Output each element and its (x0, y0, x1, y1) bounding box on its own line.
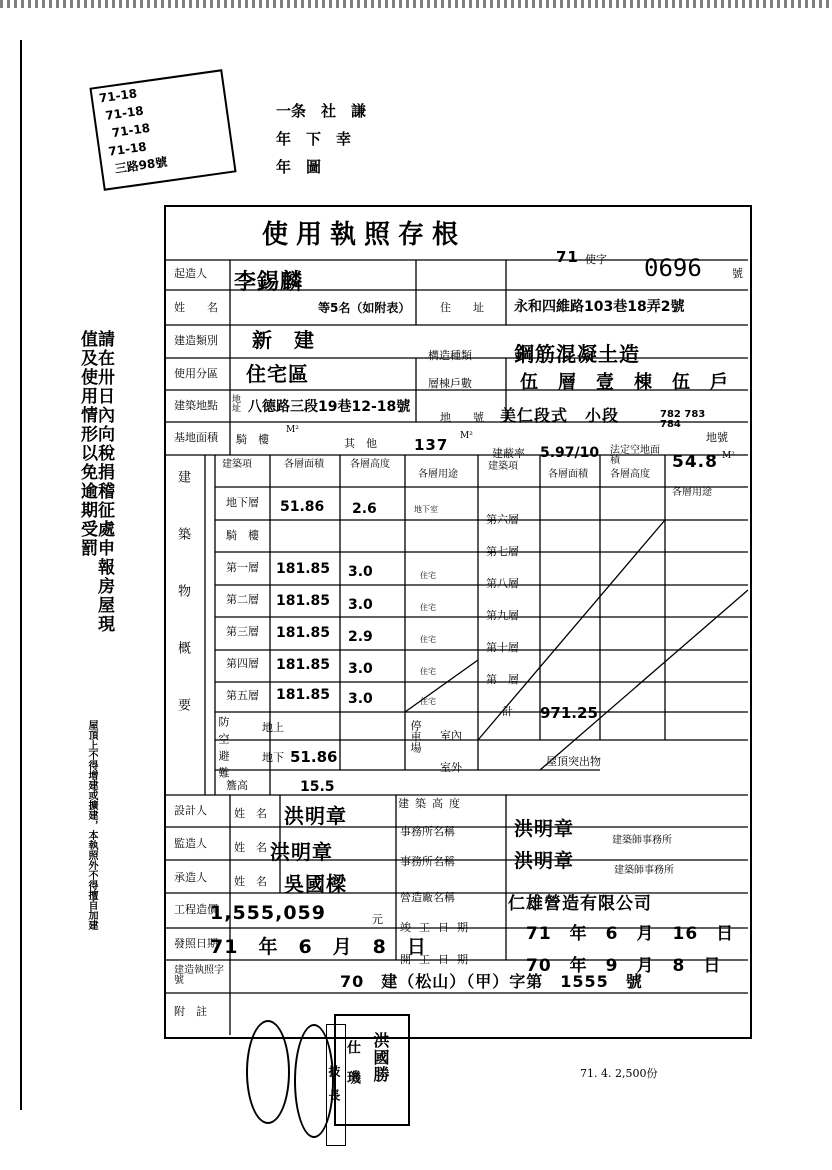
site-label: 建築地點 (174, 399, 218, 412)
zone-label: 使用分區 (174, 367, 218, 380)
owner-address: 永和四維路103巷18弄2號 (514, 299, 685, 315)
floor-label: 騎 樓 (226, 529, 259, 542)
stamp-mid-line: 年 下 幸 (276, 130, 352, 148)
col-area2: 各層面積 (548, 469, 588, 480)
floor-use: 住宅 (420, 635, 436, 644)
supervisor-label: 監造人 (174, 837, 207, 850)
floor-use: 住宅 (420, 667, 436, 676)
owner-name: 李錫麟 (234, 270, 304, 295)
notes-label: 附 註 (174, 1005, 207, 1018)
col-use: 各層用途 (418, 469, 458, 480)
print-note: 71. 4. 2,500份 (580, 1067, 658, 1080)
parking-label: 停車場 (409, 720, 422, 753)
eave-label: 簷高 (226, 779, 248, 792)
stamp-line: 71-18 (104, 103, 145, 123)
oval-stamp (294, 1024, 334, 1138)
stamp-name: 仕 璣 (345, 1040, 361, 1085)
floor-height: 2.9 (348, 629, 373, 645)
structure-label: 構造種類 (428, 349, 472, 362)
zone-value: 住宅區 (246, 362, 309, 386)
form-year: 71 (556, 248, 579, 266)
stamp-line: 71-18 (110, 120, 151, 141)
building-type: 新 建 (252, 328, 315, 352)
form-word: 使字 (585, 253, 607, 266)
floor-label: 第四層 (226, 657, 259, 670)
other-label: 其 他 (344, 437, 377, 450)
parking-indoor: 室內 (440, 729, 462, 742)
floor-use: 住宅 (420, 571, 436, 580)
cost-unit: 元 (372, 913, 383, 926)
site-sub: 地址 (232, 395, 242, 414)
supervisor-name: 洪明章 (270, 840, 333, 864)
parking-outdoor: 室外 (440, 761, 462, 774)
floor-total-area: 971.25 (540, 704, 598, 722)
col-area: 各層面積 (284, 459, 324, 470)
floor-use: 住宅 (420, 603, 436, 612)
coverage-value: 5.97/10 (540, 445, 600, 461)
floor-right-label: 第十層 (486, 641, 519, 654)
floor-right-label: 第 層 (486, 673, 519, 686)
form-title: 使用執照存根 (262, 220, 467, 250)
owner-label: 起造人 (174, 267, 207, 280)
complete-date: 71 年 6 月 16 日 (526, 924, 735, 944)
designer-label: 設計人 (174, 804, 207, 817)
designer-office-label: 事務所名稱 (400, 825, 455, 838)
stamp-line: 三路98號 (113, 154, 169, 176)
floor-use: 住宅 (420, 697, 436, 706)
structure-value: 鋼筋混凝土造 (514, 342, 640, 366)
floor-label: 地下層 (226, 496, 259, 509)
floors-value: 伍 層 壹 棟 伍 戶 (520, 372, 729, 393)
permit-label: 建造執照字號 (174, 965, 224, 986)
start-date: 70 年 9 月 8 日 (526, 956, 722, 976)
lot-value: 美仁段式 小段 (500, 406, 620, 425)
complete-label: 竣工日期 (400, 921, 476, 934)
site-value: 八德路三段19巷12-18號 (248, 399, 411, 415)
col-item2: 建築項 (488, 461, 518, 472)
other-value: 137 (414, 436, 449, 454)
shelter-value: 51.86 (290, 748, 338, 766)
arcade-label: 騎 樓 (236, 433, 269, 446)
supervisor-office-label: 事務所名稱 (400, 855, 455, 868)
tax-notice: 請在卅日內向稅捐稽征處申報房屋現值及使用情形以免逾期受罰 (77, 330, 114, 634)
floor-right-label: 第九層 (486, 609, 519, 622)
seal-text: 技 長 (327, 1065, 341, 1101)
coverage-label: 建蔽率 (492, 447, 525, 460)
issue-date: 71 年 6 月 8 日 (210, 936, 427, 958)
floor-area: 181.85 (276, 657, 331, 673)
cost-label: 工程造價 (174, 903, 218, 916)
shelter-below: 地下 (262, 751, 284, 764)
contractor-company: 仁雄營造有限公司 (508, 894, 652, 914)
owner-name-label: 姓 名 (174, 301, 218, 314)
other-unit: M² (460, 431, 473, 441)
arcade-unit: M² (286, 425, 299, 435)
supervisor-office-suffix: 建築師事務所 (614, 865, 674, 876)
stamp-mid-line: 年 圖 (276, 158, 322, 176)
stamp-mid-line: 一条 社 謙 (276, 102, 367, 120)
contractor-label: 承造人 (174, 871, 207, 884)
floor-label: 第二層 (226, 593, 259, 606)
contractor-name: 吳國樑 (284, 872, 347, 896)
start-label: 開工日期 (400, 953, 476, 966)
eave-value: 15.5 (300, 779, 335, 795)
building-summary-label: 建築物概要 (175, 470, 190, 755)
form-serial: 0696 (644, 254, 702, 282)
stamp-line: 71-18 (98, 86, 138, 106)
designer-name: 洪明章 (284, 804, 347, 828)
floor-area: 181.85 (276, 561, 331, 577)
roof-notice: 屋頂上不得增建或擴建，本執照外不得擅自加建 (86, 720, 97, 930)
designer-office: 洪明章 (514, 818, 575, 840)
col-height: 各層高度 (350, 459, 390, 470)
floor-area: 51.86 (280, 499, 325, 515)
area-label: 基地面積 (174, 431, 218, 444)
issue-label: 發照日期 (174, 937, 218, 950)
floor-right-label: 第七層 (486, 545, 519, 558)
floor-label: 第三層 (226, 625, 259, 638)
floor-label: 第一層 (226, 561, 259, 574)
legal-unit: M² (722, 451, 735, 461)
building-type-label: 建造類別 (174, 334, 218, 347)
floor-height: 3.0 (348, 597, 373, 613)
stamp-line: 71-18 (107, 139, 148, 159)
contractor-name-label: 姓 名 (234, 875, 267, 888)
permit-value: 70 建（松山）（甲）字第 1555 號 (340, 972, 643, 991)
shelter-label: 防空避難 (217, 716, 230, 784)
oval-stamp (246, 1020, 290, 1124)
floor-area: 181.85 (276, 593, 331, 609)
floors-label: 層棟戶數 (428, 377, 472, 390)
floor-label: 第五層 (226, 689, 259, 702)
supervisor-office: 洪明章 (514, 850, 575, 872)
roof-label: 屋頂突出物 (546, 755, 601, 768)
designer-office-suffix: 建築師事務所 (612, 835, 672, 846)
lot-label: 地 號 (440, 411, 484, 424)
floor-height: 2.6 (352, 501, 377, 517)
stamp-name: 洪國勝 (371, 1032, 390, 1083)
floor-height: 3.0 (348, 661, 373, 677)
designer-name-label: 姓 名 (234, 807, 267, 820)
floor-right-label: 計 (502, 705, 513, 718)
floor-area: 181.85 (276, 625, 331, 641)
col-item: 建築項 (222, 459, 252, 470)
shelter-above: 地上 (262, 721, 284, 734)
floor-height: 3.0 (348, 564, 373, 580)
cost-value: 1,555,059 (210, 902, 326, 924)
owner-name-extra: 等5名（如附表） (318, 301, 411, 315)
height-label: 建築高度 (398, 797, 466, 810)
owner-address-label: 住 址 (440, 301, 484, 314)
lot-number: 782 783 784 (660, 409, 706, 430)
floor-area: 181.85 (276, 687, 331, 703)
floor-use: 地下室 (414, 505, 438, 514)
col-height2: 各層高度 (610, 469, 650, 480)
supervisor-name-label: 姓 名 (234, 841, 267, 854)
legal-label: 法定空地面積 (610, 445, 660, 466)
legal-value: 54.8 (672, 452, 718, 472)
floor-right-label: 第八層 (486, 577, 519, 590)
form-number-suffix: 號 (732, 267, 743, 280)
contractor-company-label: 營造廠名稱 (400, 891, 455, 904)
lot-suffix: 地號 (706, 431, 728, 444)
col-use2: 各層用途 (672, 487, 712, 498)
floor-height: 3.0 (348, 691, 373, 707)
floor-right-label: 第六層 (486, 513, 519, 526)
